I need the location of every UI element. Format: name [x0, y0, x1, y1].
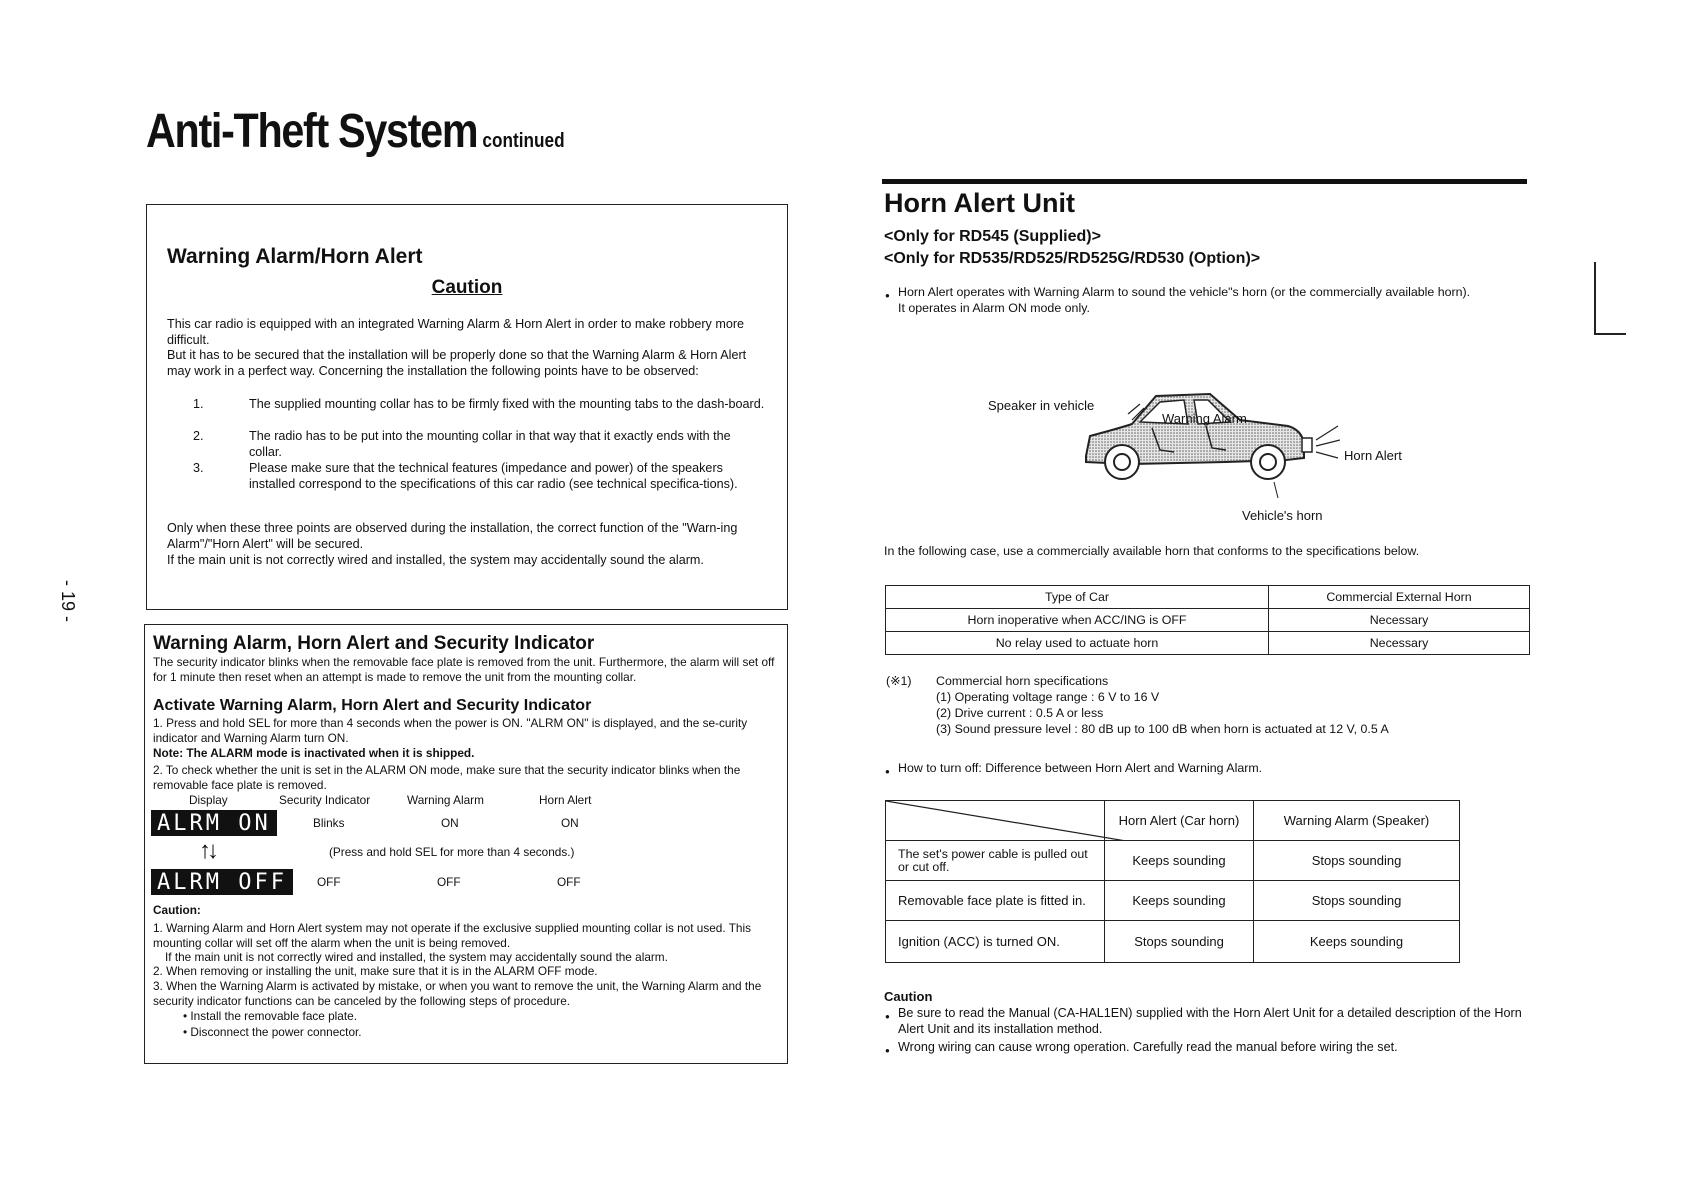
on-warning-alarm: ON: [441, 816, 459, 830]
car-diagram: [1080, 390, 1340, 500]
table-cell: Stops sounding: [1254, 881, 1460, 921]
spec-item-2: (2) Drive current : 0.5 A or less: [936, 706, 1104, 720]
table-header-cell: Warning Alarm (Speaker): [1254, 801, 1460, 841]
box1-list-item-3: [193, 461, 773, 509]
label-vehicles-horn: Vehicle's horn: [1242, 508, 1323, 523]
box2-caution-2: 2. When removing or installing the unit, make sure that it is in the ALARM OFF mode.: [153, 964, 598, 978]
box1-intro-2: But it has to be secured that the installation will be properly done so that the Warning Alarm & Horn Alert may work in a perfect way. Concerning the installation the following points have to be observed:: [167, 348, 747, 378]
spec-mark: (※1): [886, 674, 912, 688]
box2-intro: The security indicator blinks when the removable face plate is removed from the unit. Furthermore, the alarm will set off for 1 minute then reset when an attempt is made to remove the unit from the mounting collar.: [153, 655, 775, 684]
off-horn-alert: OFF: [557, 875, 581, 889]
box1-caution-label: Caution: [431, 277, 503, 298]
list-item-number: 3.: [193, 461, 204, 475]
box1-list-item-2: [193, 429, 773, 461]
warning-alarm-caution-box: [146, 204, 788, 610]
table-corner-cell: [886, 801, 1105, 841]
horn-alert-subtitle-2: <Only for RD535/RD525/RD525G/RD530 (Option)>: [884, 250, 1261, 267]
car-wheel-front-icon: [1105, 445, 1139, 479]
list-item-text: Please make sure that the technical features (impedance and power) of the speakers installed correspond to the specifications of this car radio (see technical specifica-tions).: [249, 461, 738, 491]
table-cell: Keeps sounding: [1105, 841, 1254, 881]
box2-caution-label: Caution:: [153, 903, 201, 917]
security-indicator-box: [144, 624, 788, 1064]
press-hold-hint: (Press and hold SEL for more than 4 seconds.): [329, 845, 575, 859]
page-number: - 19 -: [58, 580, 78, 623]
table-cell: Keeps sounding: [1254, 921, 1460, 963]
spec-title: Commercial horn specifications: [936, 674, 1109, 688]
table-header-row: [886, 801, 1460, 841]
box2-step-1: 1. Press and hold SEL for more than 4 seconds when the power is ON. "ALRM ON" is displayed, and the se-curity indicator and Warning Alarm turn ON.: [153, 716, 748, 745]
spec-item-1: (1) Operating voltage range : 6 V to 16 V: [936, 690, 1160, 704]
box1-heading: Warning Alarm/Horn Alert: [167, 245, 423, 268]
box2-sub-item-2: • Disconnect the power connector.: [183, 1025, 362, 1039]
off-warning-alarm: OFF: [437, 875, 461, 889]
table-row: [886, 921, 1460, 963]
box1-closing-1: Only when these three points are observed during the installation, the correct function of the "Warn-ing Alarm"/"Horn Alert" will be secured.: [167, 521, 738, 551]
table-header-cell: Commercial External Horn: [1269, 586, 1530, 609]
page-title-text: Anti-Theft System: [146, 105, 478, 158]
box2-caution-1b: If the main unit is not correctly wired and installed, the system may accidentally sound the alarm.: [165, 950, 668, 964]
spec-item-3: (3) Sound pressure level : 80 dB up to 100 dB when horn is actuated at 12 V, 0.5 A: [936, 722, 1389, 736]
table-cell: Horn inoperative when ACC/ING is OFF: [886, 609, 1269, 632]
on-horn-alert: ON: [561, 816, 579, 830]
horn-requirements-table: [885, 585, 1530, 655]
box2-note: Note: The ALARM mode is inactivated when it is shipped.: [153, 746, 475, 760]
label-warning-alarm: Warning Alarm: [1162, 411, 1247, 426]
lcd-alarm-off-display: ALRM OFF: [151, 869, 293, 895]
table-cell: Stops sounding: [1254, 841, 1460, 881]
table-cell: Stops sounding: [1105, 921, 1254, 963]
page-title: [146, 104, 565, 159]
lcd-alarm-on-display: ALRM ON: [151, 810, 277, 836]
box2-heading: Warning Alarm, Horn Alert and Security Indicator: [153, 633, 595, 654]
horn-bullet-1b: It operates in Alarm ON mode only.: [898, 301, 1090, 315]
toggle-arrows-icon: ↑↓: [199, 837, 215, 864]
table-header-row: [886, 586, 1530, 609]
right-caution-1: ● Be sure to read the Manual (CA-HAL1EN) supplied with the Horn Alert Unit for a detailed description of the Horn Alert Unit and its installation method.: [898, 1006, 1536, 1037]
on-security-indicator: Blinks: [313, 816, 345, 830]
table-cell: The set's power cable is pulled out or cut off.: [886, 841, 1105, 881]
box2-caution-1: 1. Warning Alarm and Horn Alert system may not operate if the exclusive supplied mounting collar is not used. This mounting collar will set off the alarm when the unit is being removed.: [153, 921, 752, 950]
table-cell: Removable face plate is fitted in.: [886, 881, 1105, 921]
diagonal-divider: [886, 801, 1126, 841]
section-rule: [882, 179, 1527, 184]
col-header-security-indicator: Security Indicator: [279, 793, 371, 807]
horn-alert-subtitle-1: <Only for RD545 (Supplied)>: [884, 228, 1101, 245]
table-header-cell: Type of Car: [886, 586, 1269, 609]
horn-alert-heading: Horn Alert Unit: [884, 188, 1075, 218]
table-cell: Ignition (ACC) is turned ON.: [886, 921, 1105, 963]
horn-bullet-2: ● How to turn off: Difference between Horn Alert and Warning Alarm.: [898, 761, 1262, 777]
page-title-suffix: continued: [482, 130, 565, 152]
list-item-text: The supplied mounting collar has to be firmly fixed with the mounting tabs to the dash-board.: [249, 397, 765, 411]
table-cell: No relay used to actuate horn: [886, 632, 1269, 655]
list-item-number: 1.: [193, 397, 204, 411]
table-row: [886, 632, 1530, 655]
horn-bullet-1: ● Horn Alert operates with Warning Alarm to sound the vehicle"s horn (or the commercially available horn).: [898, 285, 1538, 301]
table-row: [886, 881, 1460, 921]
list-item-number: 2.: [193, 429, 204, 443]
box1-closing-2: If the main unit is not correctly wired and installed, the system may accidentally sound the alarm.: [167, 553, 704, 567]
list-item-text: The radio has to be put into the mounting collar in that way that it exactly ends with the collar.: [249, 429, 731, 459]
table-cell: Keeps sounding: [1105, 881, 1254, 921]
col-header-horn-alert: Horn Alert: [539, 793, 592, 807]
horn-icon: [1302, 438, 1312, 452]
case-text: In the following case, use a commercially available horn that conforms to the specifications below.: [884, 544, 1420, 558]
car-wheel-rear-icon: [1251, 445, 1285, 479]
box2-step-2: 2. To check whether the unit is set in the ALARM ON mode, make sure that the security indicator blinks when the removable face plate is removed.: [153, 763, 741, 792]
col-header-display: Display: [189, 793, 228, 807]
right-caution-label: Caution: [884, 989, 933, 1004]
label-horn-alert: Horn Alert: [1344, 448, 1402, 463]
off-security-indicator: OFF: [317, 875, 341, 889]
box2-sub-item-1: • Install the removable face plate.: [183, 1009, 357, 1023]
corner-mark-horizontal: [1594, 333, 1626, 335]
table-row: [886, 609, 1530, 632]
label-speaker-in-vehicle: Speaker in vehicle: [988, 398, 1095, 413]
box2-caution-3: 3. When the Warning Alarm is activated by mistake, or when you want to remove the unit, the Warning Alarm and the security indicator functions can be canceled by the following steps of procedure.: [153, 979, 762, 1008]
table-cell: Necessary: [1269, 609, 1530, 632]
corner-mark-vertical: [1594, 262, 1596, 334]
box2-subheading: Activate Warning Alarm, Horn Alert and Security Indicator: [153, 697, 592, 714]
turn-off-comparison-table: [885, 800, 1460, 963]
box1-intro-1: This car radio is equipped with an integrated Warning Alarm & Horn Alert in order to make robbery more difficult.: [167, 317, 745, 347]
right-caution-2: ● Wrong wiring can cause wrong operation. Carefully read the manual before wiring the set.: [898, 1040, 1536, 1056]
table-header-cell: Horn Alert (Car horn): [1105, 801, 1254, 841]
col-header-warning-alarm: Warning Alarm: [407, 793, 484, 807]
table-row: [886, 841, 1460, 881]
table-cell: Necessary: [1269, 632, 1530, 655]
